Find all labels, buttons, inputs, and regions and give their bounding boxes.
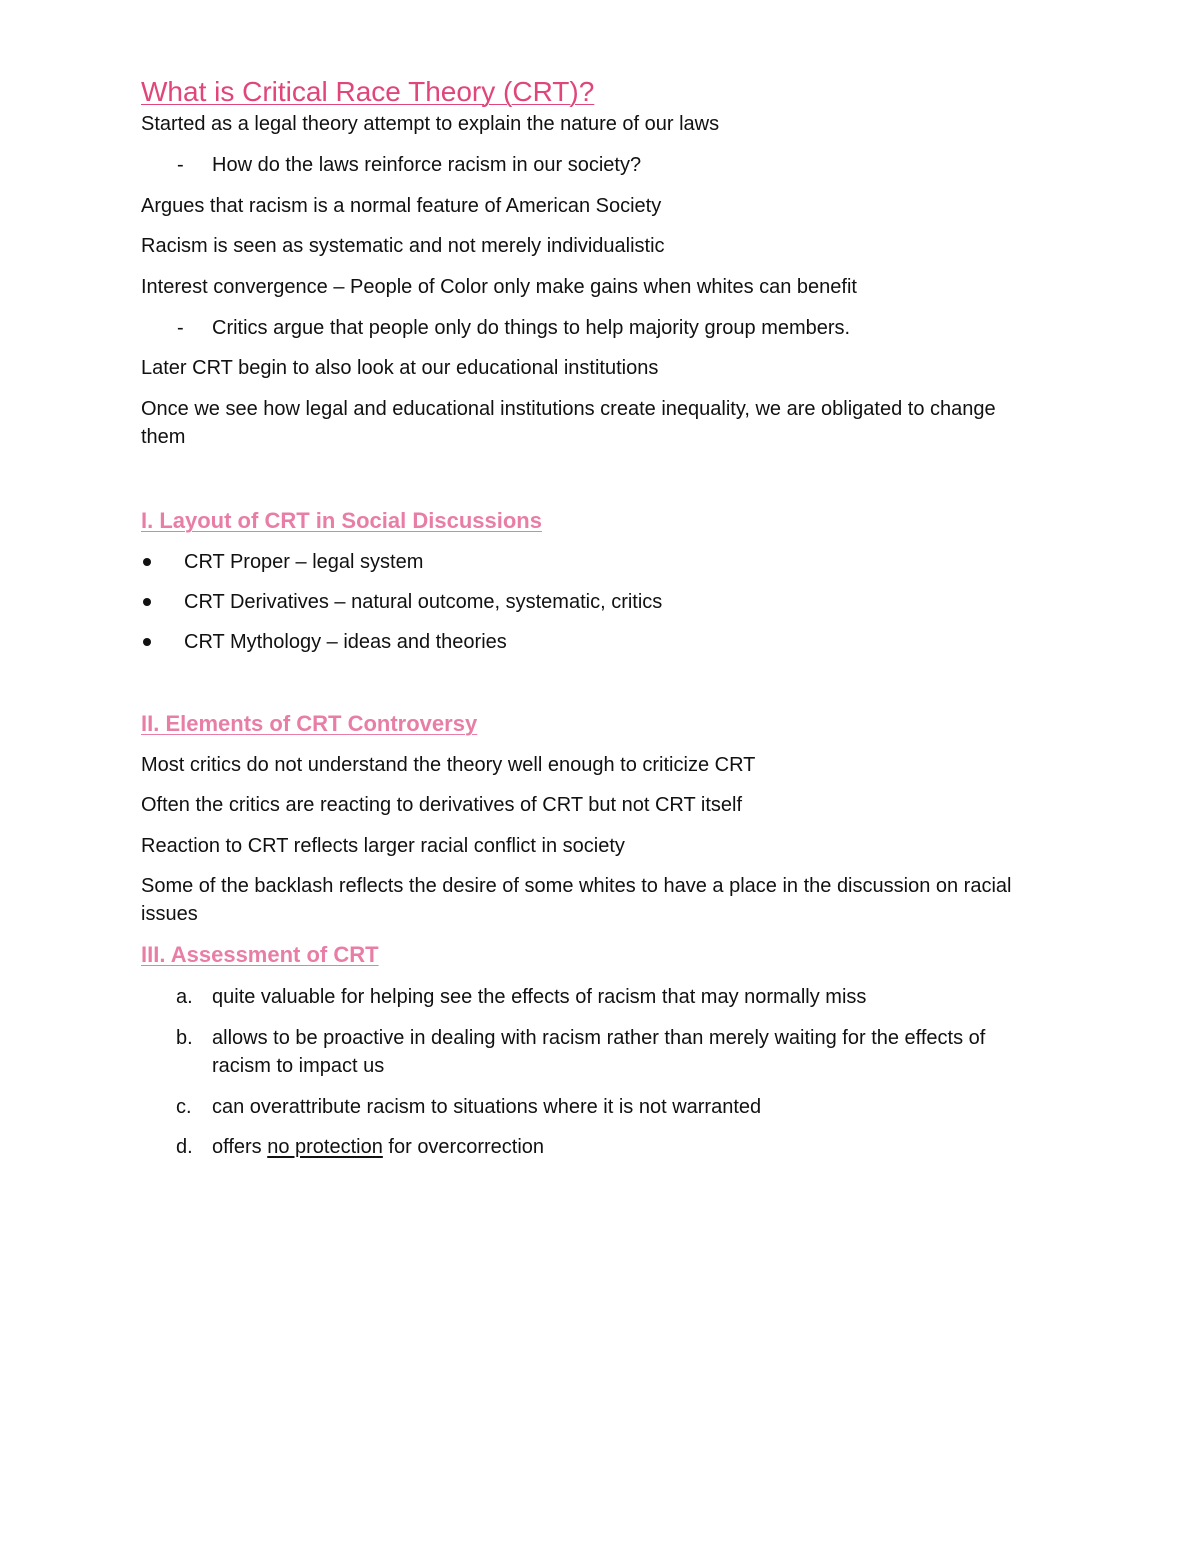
- section-3-item-c-text: can overattribute racism to situations where it is not warranted: [212, 1096, 762, 1118]
- section-2-line-1: Most critics do not understand the theory well enough to criticize CRT: [141, 754, 756, 776]
- section-3-item-c: [141, 1093, 1041, 1121]
- bullet-marker: [143, 598, 151, 606]
- section-2-line-4: Some of the backlash reflects the desire of some whites to have a place in the discussion on racial issues: [141, 875, 1012, 925]
- section-3-item-d-text: [212, 1133, 1041, 1161]
- intro-line-2: Argues that racism is a normal feature of American Society: [141, 195, 662, 217]
- section-3-item-d: [141, 1133, 1041, 1161]
- item-letter: b.: [176, 1027, 193, 1049]
- intro-line-4: Interest convergence – People of Color only make gains when whites can benefit: [141, 276, 857, 298]
- section-1-heading: I. Layout of CRT in Social Discussions: [141, 508, 542, 533]
- item-letter: c.: [176, 1096, 192, 1118]
- item-letter: d.: [176, 1136, 193, 1158]
- section-1-item-3: [141, 628, 1041, 656]
- section-1-item-1: [141, 548, 1041, 576]
- dash-marker: -: [177, 317, 184, 339]
- section-1-item-1-text: CRT Proper – legal system: [184, 551, 424, 573]
- item-d-text-before: offers: [212, 1136, 268, 1158]
- item-letter: a.: [176, 986, 193, 1008]
- intro-sub-item-2: [141, 314, 1041, 342]
- section-3-item-b: [141, 1024, 1041, 1080]
- intro-sub-item-2-text: Critics argue that people only do things to help majority group members.: [212, 317, 851, 339]
- intro-line-5: Later CRT begin to also look at our educational institutions: [141, 357, 659, 379]
- intro-line-6: Once we see how legal and educational institutions create inequality, we are obligated to change them: [141, 398, 996, 448]
- dash-marker: -: [177, 154, 184, 176]
- page-title: What is Critical Race Theory (CRT)?: [141, 76, 595, 107]
- intro-line-1: Started as a legal theory attempt to explain the nature of our laws: [141, 113, 720, 135]
- item-d-underlined-text: no protection: [267, 1136, 383, 1158]
- intro-sub-item-1-text: How do the laws reinforce racism in our society?: [212, 154, 642, 176]
- bullet-marker: [143, 558, 151, 566]
- section-2-line-3: Reaction to CRT reflects larger racial conflict in society: [141, 835, 625, 857]
- intro-line-3: Racism is seen as systematic and not merely individualistic: [141, 235, 665, 257]
- section-1-item-3-text: CRT Mythology – ideas and theories: [184, 631, 507, 653]
- section-3-heading: III. Assessment of CRT: [141, 942, 379, 967]
- document-page: [141, 72, 1041, 1161]
- section-3-item-a-text: quite valuable for helping see the effects of racism that may normally miss: [212, 986, 867, 1008]
- section-2-heading: II. Elements of CRT Controversy: [141, 711, 478, 736]
- bullet-marker: [143, 638, 151, 646]
- section-2-line-2: Often the critics are reacting to derivatives of CRT but not CRT itself: [141, 794, 743, 816]
- section-3-item-b-text: allows to be proactive in dealing with racism rather than merely waiting for the effects of racism to impact us: [212, 1027, 986, 1077]
- intro-sub-item-1: [141, 151, 1041, 179]
- section-3-item-a: [141, 983, 1041, 1011]
- item-d-text-after: for overcorrection: [382, 1136, 545, 1158]
- section-1-item-2-text: CRT Derivatives – natural outcome, systematic, critics: [184, 591, 663, 613]
- section-1-item-2: [141, 588, 1041, 616]
